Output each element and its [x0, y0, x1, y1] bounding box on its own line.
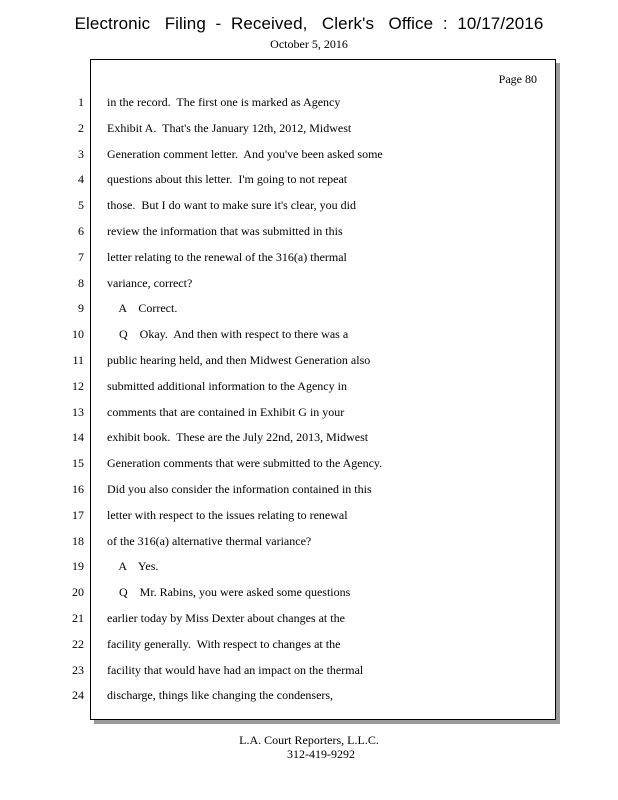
line-number: 7	[78, 250, 84, 264]
transcript-line: Generation comments that were submitted to the Agency.	[107, 456, 383, 470]
line-number: 23	[72, 663, 84, 677]
hearing-date: October 5, 2016	[270, 37, 348, 51]
line-number: 13	[72, 405, 84, 419]
transcript-line: discharge, things like changing the condensers,	[107, 688, 334, 702]
line-number: 4	[78, 172, 84, 186]
line-number: 18	[72, 534, 84, 548]
line-number: 5	[78, 198, 84, 212]
transcript-line: letter relating to the renewal of the 316(a) thermal	[107, 250, 347, 264]
page-number: Page 80	[498, 72, 537, 86]
transcript-line: in the record. The first one is marked as Agency	[107, 95, 341, 109]
line-number: 9	[78, 301, 84, 315]
line-number: 24	[72, 688, 84, 702]
transcript-line: variance, correct?	[107, 276, 193, 290]
transcript-line: questions about this letter. I'm going to not repeat	[107, 172, 348, 186]
transcript-line: submitted additional information to the Agency in	[107, 379, 347, 393]
line-number: 14	[72, 430, 84, 444]
transcript-line: of the 316(a) alternative thermal variance?	[107, 534, 312, 548]
transcript-line: review the information that was submitted in this	[107, 224, 343, 238]
line-number: 10	[72, 327, 84, 341]
transcript-line: Exhibit A. That's the January 12th, 2012, Midwest	[107, 121, 352, 135]
line-number: 16	[72, 482, 84, 496]
line-number: 11	[72, 353, 84, 367]
transcript-line: public hearing held, and then Midwest Generation also	[107, 353, 371, 367]
transcript-line: comments that are contained in Exhibit G in your	[107, 405, 345, 419]
line-number: 21	[72, 611, 84, 625]
transcript-line: Q Okay. And then with respect to there was a	[107, 327, 349, 341]
transcript-line: letter with respect to the issues relating to renewal	[107, 508, 348, 522]
line-number: 22	[72, 637, 84, 651]
transcript-line: A Correct.	[107, 301, 178, 315]
line-number: 12	[72, 379, 84, 393]
line-number: 15	[72, 456, 84, 470]
transcript-line: facility generally. With respect to changes at the	[107, 637, 341, 651]
filing-stamp: Electronic Filing - Received, Clerk's Office : 10/17/2016	[74, 14, 544, 33]
transcript-line: A Yes.	[107, 559, 159, 573]
reporter-phone: 312-419-9292	[287, 747, 355, 761]
transcript-line: exhibit book. These are the July 22nd, 2013, Midwest	[107, 430, 369, 444]
line-number: 1	[78, 95, 84, 109]
line-number: 19	[72, 559, 84, 573]
transcript-line: those. But I do want to make sure it's clear, you did	[107, 198, 356, 212]
reporter-firm: L.A. Court Reporters, L.L.C.	[239, 733, 379, 747]
line-number: 2	[78, 121, 84, 135]
line-number: 3	[78, 147, 84, 161]
line-number: 17	[72, 508, 84, 522]
line-number: 6	[78, 224, 84, 238]
transcript-line: Generation comment letter. And you've been asked some	[107, 147, 383, 161]
transcript-line: Did you also consider the information contained in this	[107, 482, 372, 496]
line-number: 20	[72, 585, 84, 599]
line-number: 8	[78, 276, 84, 290]
transcript-line: facility that would have had an impact on the thermal	[107, 663, 364, 677]
transcript-line: earlier today by Miss Dexter about changes at the	[107, 611, 345, 625]
transcript-line: Q Mr. Rabins, you were asked some questions	[107, 585, 351, 599]
